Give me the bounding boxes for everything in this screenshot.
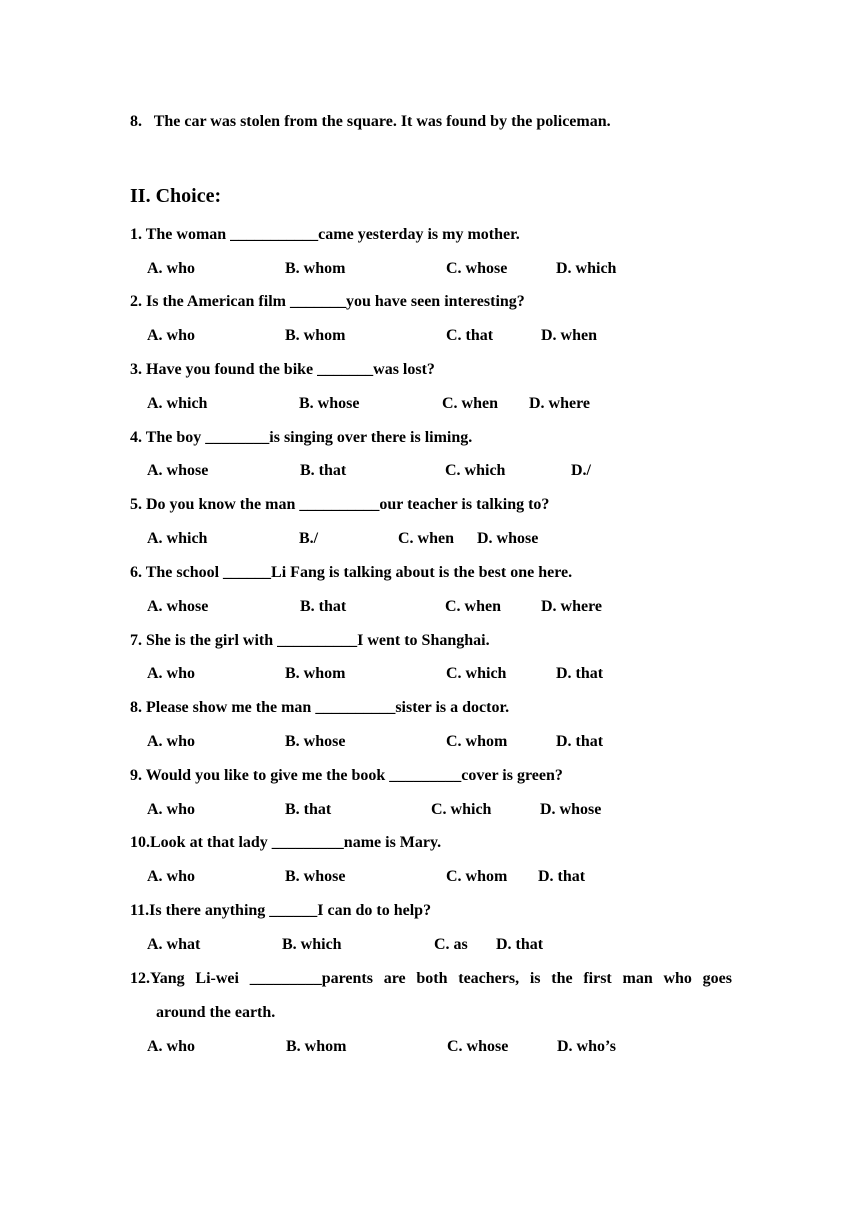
question-4-stem: 4. The boy ________is singing over there is liming.	[130, 429, 473, 446]
question-11-option-d: D. that	[496, 936, 544, 953]
question-6-option-c: C. when	[445, 598, 502, 615]
question-6-stem: 6. The school ______Li Fang is talking about is the best one here.	[130, 564, 573, 581]
question-10-option-a: A. who	[147, 868, 196, 885]
question-9-option-d: D. whose	[540, 801, 602, 818]
question-8-option-b: B. whose	[285, 733, 346, 750]
question-5-stem: 5. Do you know the man __________our teacher is talking to?	[130, 496, 550, 513]
question-12-option-c: C. whose	[447, 1038, 509, 1055]
question-10-option-c: C. whom	[446, 868, 508, 885]
question-12-stem-continued: around the earth.	[156, 1004, 276, 1021]
question-12-option-b: B. whom	[286, 1038, 347, 1055]
question-1-option-d: D. which	[556, 260, 617, 277]
question-5-option-a: A. which	[147, 530, 208, 547]
question-7-option-c: C. which	[446, 665, 507, 682]
question-3-stem: 3. Have you found the bike _______was lost?	[130, 361, 435, 378]
question-3-option-b: B. whose	[299, 395, 360, 412]
question-4-option-b: B. that	[300, 462, 347, 479]
question-3-option-a: A. which	[147, 395, 208, 412]
question-4-option-c: C. which	[445, 462, 506, 479]
question-5-option-c: C. when	[398, 530, 455, 547]
section1-item-8: 8. The car was stolen from the square. It was found by the policeman.	[130, 113, 611, 130]
question-3-option-c: C. when	[442, 395, 499, 412]
question-2-option-c: C. that	[446, 327, 494, 344]
question-3-option-d: D. where	[529, 395, 591, 412]
question-7-option-d: D. that	[556, 665, 604, 682]
question-8-option-d: D. that	[556, 733, 604, 750]
question-6-option-b: B. that	[300, 598, 347, 615]
question-6-option-a: A. whose	[147, 598, 209, 615]
question-9-option-a: A. who	[147, 801, 196, 818]
question-11-option-c: C. as	[434, 936, 468, 953]
question-11-option-a: A. what	[147, 936, 201, 953]
question-9-option-b: B. that	[285, 801, 332, 818]
question-6-option-d: D. where	[541, 598, 603, 615]
question-2-option-d: D. when	[541, 327, 598, 344]
question-1-option-c: C. whose	[446, 260, 508, 277]
section-heading: II. Choice:	[130, 185, 222, 207]
question-12-stem: 12.Yang Li-wei _________parents are both teachers, is the first man who goes	[130, 970, 732, 987]
question-9-stem: 9. Would you like to give me the book _________cover is green?	[130, 767, 563, 784]
question-1-option-a: A. who	[147, 260, 196, 277]
question-11-stem: 11.Is there anything ______I can do to help?	[130, 902, 432, 919]
question-12-option-d: D. who’s	[557, 1038, 616, 1055]
question-10-stem: 10.Look at that lady _________name is Mary.	[130, 834, 442, 851]
question-8-stem: 8. Please show me the man __________sister is a doctor.	[130, 699, 510, 716]
question-1-stem: 1. The woman ___________came yesterday is my mother.	[130, 226, 520, 243]
question-2-option-a: A. who	[147, 327, 196, 344]
question-5-option-b: B./	[299, 530, 319, 547]
question-1-option-b: B. whom	[285, 260, 346, 277]
question-8-option-c: C. whom	[446, 733, 508, 750]
question-11-option-b: B. which	[282, 936, 342, 953]
question-4-option-a: A. whose	[147, 462, 209, 479]
question-10-option-d: D. that	[538, 868, 586, 885]
question-8-option-a: A. who	[147, 733, 196, 750]
question-7-option-b: B. whom	[285, 665, 346, 682]
question-7-stem: 7. She is the girl with __________I went to Shanghai.	[130, 632, 490, 649]
question-5-option-d: D. whose	[477, 530, 539, 547]
question-4-option-d: D./	[571, 462, 591, 479]
question-12-option-a: A. who	[147, 1038, 196, 1055]
question-2-stem: 2. Is the American film _______you have seen interesting?	[130, 293, 525, 310]
question-10-option-b: B. whose	[285, 868, 346, 885]
question-2-option-b: B. whom	[285, 327, 346, 344]
question-9-option-c: C. which	[431, 801, 492, 818]
question-7-option-a: A. who	[147, 665, 196, 682]
